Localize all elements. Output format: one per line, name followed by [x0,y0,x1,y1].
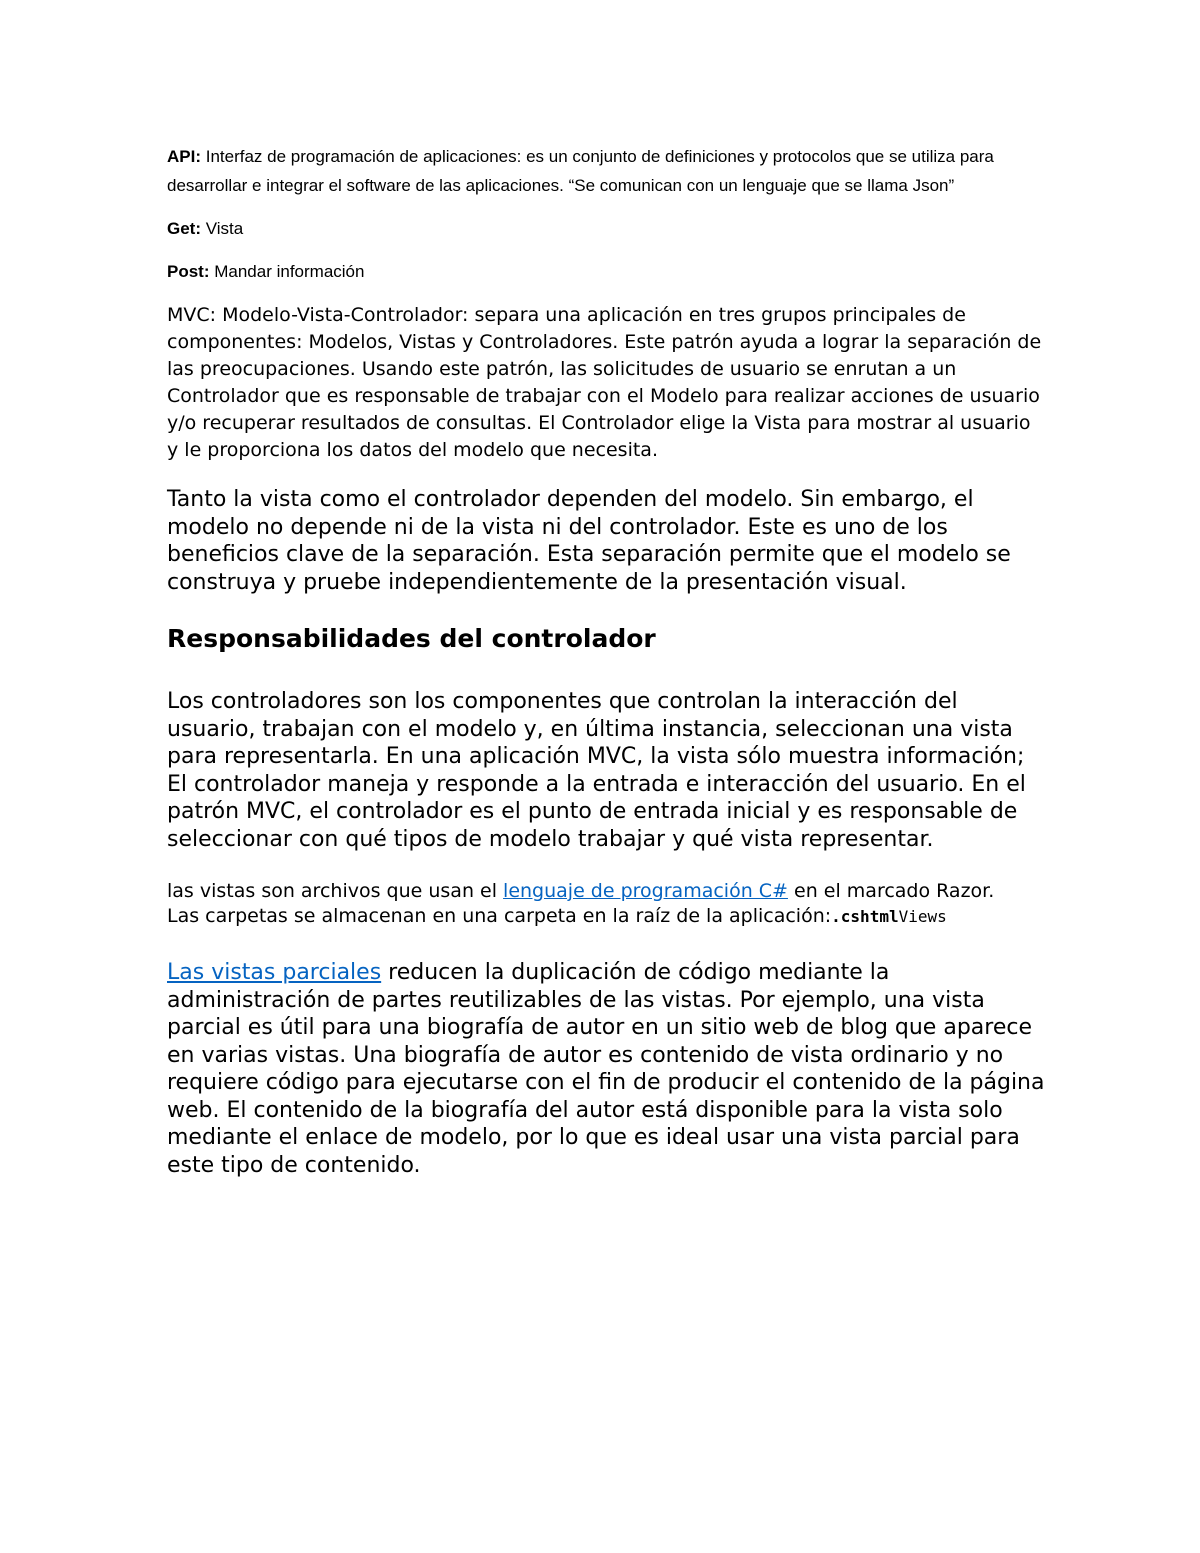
csharp-language-link[interactable]: lenguaje de programación C# [503,880,788,902]
partials-text: reducen la duplicación de código mediante la administración de partes reutilizables de las vistas. Por ejemplo, una vista parcial es útil para una biografía de autor en un sitio web de blog que aparece en varias vistas. Una biografía de autor es contenido de vista ordinario y no requiere código para ejecutarse con el fin de producir el contenido de la página web. El contenido de la biografía del autor está disponible para la vista solo mediante el enlace de modelo, por lo que es ideal usar una vista parcial para este tipo de contenido. [167,960,1045,1178]
partial-views-link[interactable]: Las vistas parciales [167,960,382,985]
folders-text: Las carpetas se almacenan en una carpeta en la raíz de la aplicación: [167,905,832,927]
post-label: Post: [167,262,210,281]
mvc-paragraph: MVC: Modelo-Vista-Controlador: separa una aplicación en tres grupos principales de componentes: Modelos, Vistas y Controladores. Este patrón ayuda a lograr la separación de las preocupaciones. Usando este patrón, las solicitudes de usuario se enrutan a un Controlador que es responsable de trabajar con el Modelo para realizar acciones de usuario y/o recuperar resultados de consultas. El Controlador elige la Vista para mostrar al usuario y le proporciona los datos del modelo que necesita. [167,304,1042,461]
views-text-before-link: las vistas son archivos que usan el [167,880,504,902]
get-paragraph [167,214,1047,243]
post-definition: Mandar información [209,262,365,281]
get-definition: Vista [201,219,244,238]
views-paragraph [167,879,1047,929]
views-folder-code: Views [898,907,947,926]
api-label: API: [167,147,201,166]
partials-paragraph [167,959,1047,1179]
controllers-paragraph: Los controladores son los componentes que controlan la interacción del usuario, trabajan con el modelo y, en última instancia, seleccionan una vista para representarla. En una aplicación MVC, la vista sólo muestra información; El controlador maneja y responde a la entrada e interacción del usuario. En el patrón MVC, el controlador es el punto de entrada inicial y es responsable de seleccionar con qué tipos de modelo trabajar y qué vista representar. [167,689,1026,852]
api-definition: Interfaz de programación de aplicaciones: es un conjunto de definiciones y protocolos que se utiliza para desarrollar e integrar el software de las aplicaciones. “Se comunican con un lenguaje que se llama Json” [167,147,994,195]
document-page [167,142,1047,1205]
controller-responsibilities-heading: Responsabilidades del controlador [167,624,656,653]
cshtml-code: .cshtml [831,907,899,926]
get-label: Get: [167,219,201,238]
api-paragraph [167,142,1047,200]
views-text-after-link: en el marcado Razor. [787,880,995,902]
post-paragraph [167,257,1047,286]
dependency-paragraph: Tanto la vista como el controlador dependen del modelo. Sin embargo, el modelo no depende ni de la vista ni del controlador. Este es uno de los beneficios clave de la separación. Esta separación permite que el modelo se construya y pruebe independientemente de la presentación visual. [167,487,1011,595]
